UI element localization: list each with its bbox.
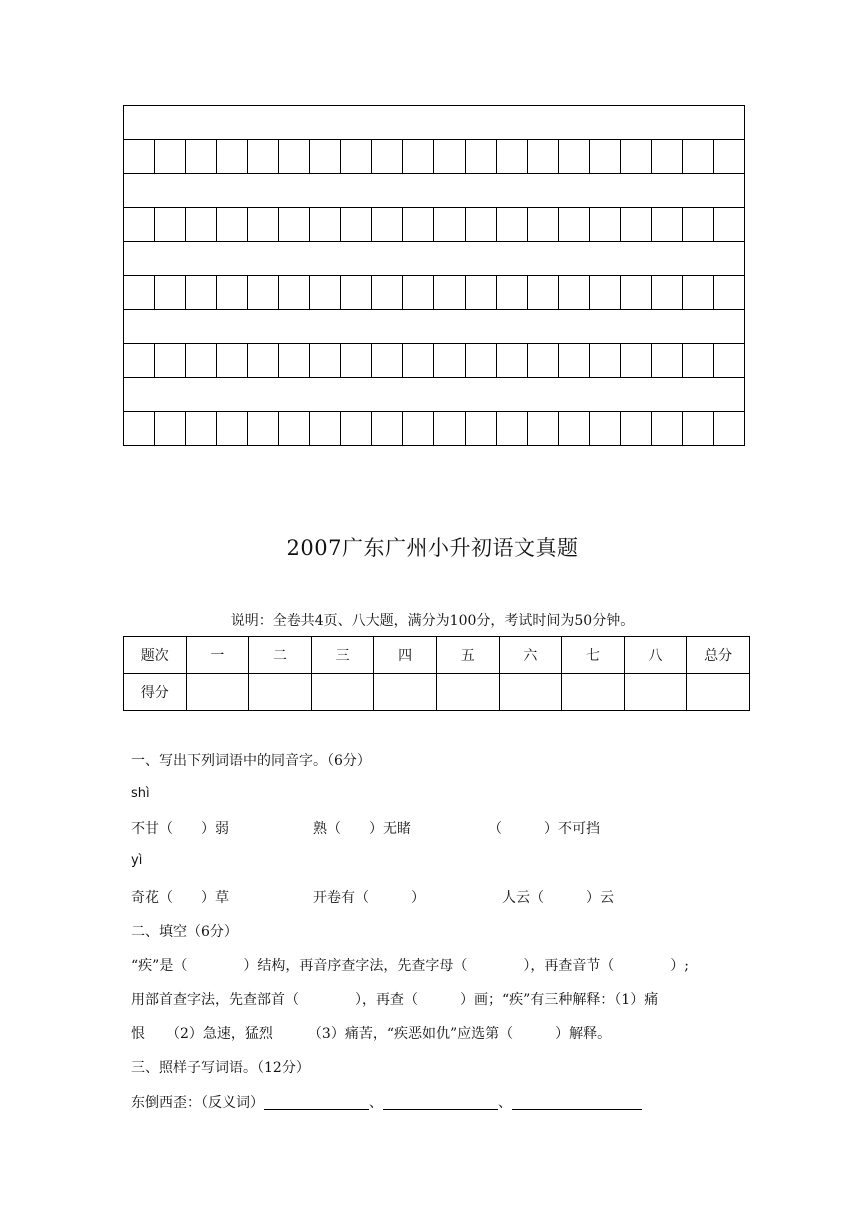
grid-cell[interactable] bbox=[248, 140, 279, 174]
score-cell[interactable] bbox=[186, 674, 249, 711]
grid-cell-row bbox=[124, 344, 745, 378]
grid-cell[interactable] bbox=[403, 344, 434, 378]
grid-cell[interactable] bbox=[558, 344, 589, 378]
grid-cell[interactable] bbox=[589, 412, 620, 446]
grid-cell[interactable] bbox=[248, 208, 279, 242]
grid-cell[interactable] bbox=[341, 412, 372, 446]
grid-cell[interactable] bbox=[465, 208, 496, 242]
grid-cell[interactable] bbox=[434, 140, 465, 174]
grid-cell[interactable] bbox=[527, 208, 558, 242]
answer-blank-1[interactable] bbox=[264, 1094, 369, 1110]
grid-blank-cell bbox=[124, 242, 745, 276]
header-cell: 题次 bbox=[124, 637, 187, 674]
q3-example-label: 东倒西歪：（反义词） bbox=[131, 1095, 264, 1111]
grid-cell[interactable] bbox=[310, 344, 341, 378]
header-cell: 三 bbox=[311, 637, 374, 674]
grid-cell[interactable] bbox=[124, 276, 155, 310]
grid-cell[interactable] bbox=[217, 344, 248, 378]
grid-blank-cell bbox=[124, 106, 745, 140]
grid-cell[interactable] bbox=[651, 412, 682, 446]
grid-cell[interactable] bbox=[682, 140, 713, 174]
grid-cell[interactable] bbox=[248, 276, 279, 310]
answer-blank-3[interactable] bbox=[512, 1094, 642, 1110]
grid-cell[interactable] bbox=[186, 140, 217, 174]
grid-cell[interactable] bbox=[589, 344, 620, 378]
score-cell[interactable] bbox=[624, 674, 687, 711]
q2-line-3: 恨 （2）急速，猛烈 （3）痛苦，“疾恶如仇”应选第（ ）解释。 bbox=[131, 1026, 612, 1042]
grid-cell[interactable] bbox=[713, 208, 744, 242]
grid-cell[interactable] bbox=[713, 276, 744, 310]
grid-blank-row bbox=[124, 174, 745, 208]
grid-cell[interactable] bbox=[403, 276, 434, 310]
grid-cell[interactable] bbox=[155, 276, 186, 310]
separator: 、 bbox=[369, 1095, 383, 1111]
grid-cell[interactable] bbox=[496, 276, 527, 310]
score-cell[interactable] bbox=[562, 674, 625, 711]
grid-cell[interactable] bbox=[620, 208, 651, 242]
grid-cell[interactable] bbox=[310, 208, 341, 242]
grid-cell[interactable] bbox=[186, 276, 217, 310]
grid-cell[interactable] bbox=[310, 276, 341, 310]
grid-cell[interactable] bbox=[186, 344, 217, 378]
grid-blank-cell bbox=[124, 310, 745, 344]
header-cell: 五 bbox=[436, 637, 499, 674]
grid-cell[interactable] bbox=[651, 344, 682, 378]
header-cell: 八 bbox=[624, 637, 687, 674]
grid-cell[interactable] bbox=[527, 276, 558, 310]
grid-cell[interactable] bbox=[155, 412, 186, 446]
grid-cell[interactable] bbox=[403, 208, 434, 242]
grid-cell[interactable] bbox=[589, 208, 620, 242]
grid-cell[interactable] bbox=[310, 412, 341, 446]
grid-cell[interactable] bbox=[155, 344, 186, 378]
grid-cell[interactable] bbox=[682, 208, 713, 242]
score-value-row bbox=[124, 674, 750, 711]
grid-cell-row bbox=[124, 140, 745, 174]
grid-cell[interactable] bbox=[279, 140, 310, 174]
q1-line-1: 不甘（ ）弱 熟（ ）无睹 （ ）不可挡 bbox=[131, 821, 600, 837]
grid-cell[interactable] bbox=[682, 276, 713, 310]
grid-cell[interactable] bbox=[465, 412, 496, 446]
grid-cell[interactable] bbox=[527, 344, 558, 378]
grid-cell[interactable] bbox=[341, 208, 372, 242]
grid-blank-cell bbox=[124, 174, 745, 208]
header-cell: 一 bbox=[186, 637, 249, 674]
grid-cell[interactable] bbox=[372, 140, 403, 174]
grid-cell[interactable] bbox=[713, 140, 744, 174]
q2-line-2: 用部首查字法，先查部首（ ），再查（ ）画；“疾”有三种解释：（1）痛 bbox=[131, 992, 659, 1008]
grid-cell[interactable] bbox=[248, 412, 279, 446]
grid-cell[interactable] bbox=[372, 412, 403, 446]
page-title: 2007广东广州小升初语文真题 bbox=[286, 536, 579, 560]
grid-cell[interactable] bbox=[713, 412, 744, 446]
grid-cell[interactable] bbox=[527, 412, 558, 446]
grid-cell[interactable] bbox=[124, 208, 155, 242]
grid-cell[interactable] bbox=[279, 208, 310, 242]
grid-cell[interactable] bbox=[279, 344, 310, 378]
grid-cell[interactable] bbox=[248, 344, 279, 378]
grid-cell[interactable] bbox=[589, 276, 620, 310]
grid-cell[interactable] bbox=[465, 140, 496, 174]
grid-cell[interactable] bbox=[217, 208, 248, 242]
grid-blank-row bbox=[124, 310, 745, 344]
q1-pinyin-yi: yì bbox=[131, 853, 143, 868]
score-cell[interactable] bbox=[311, 674, 374, 711]
score-cell[interactable] bbox=[374, 674, 437, 711]
grid-cell[interactable] bbox=[558, 412, 589, 446]
grid-cell[interactable] bbox=[372, 208, 403, 242]
q3-example bbox=[131, 1092, 642, 1112]
grid-cell[interactable] bbox=[589, 140, 620, 174]
header-cell: 二 bbox=[249, 637, 312, 674]
grid-cell[interactable] bbox=[527, 140, 558, 174]
q2-heading: 二、填空（6分） bbox=[131, 924, 238, 940]
header-cell: 六 bbox=[499, 637, 562, 674]
grid-cell-row bbox=[124, 276, 745, 310]
grid-cell[interactable] bbox=[124, 140, 155, 174]
score-cell[interactable] bbox=[436, 674, 499, 711]
grid-cell[interactable] bbox=[341, 140, 372, 174]
grid-cell[interactable] bbox=[341, 344, 372, 378]
grid-blank-row bbox=[124, 242, 745, 276]
grid-cell[interactable] bbox=[341, 276, 372, 310]
header-cell: 四 bbox=[374, 637, 437, 674]
grid-cell[interactable] bbox=[372, 276, 403, 310]
q1-pinyin-shi: shì bbox=[131, 786, 150, 801]
grid-blank-row bbox=[124, 378, 745, 412]
exam-note: 说明：全卷共4页、八大题，满分为100分，考试时间为50分钟。 bbox=[230, 613, 635, 629]
grid-cell[interactable] bbox=[620, 140, 651, 174]
grid-cell[interactable] bbox=[434, 344, 465, 378]
grid-cell[interactable] bbox=[279, 276, 310, 310]
grid-blank-row bbox=[124, 106, 745, 140]
grid-cell-row bbox=[124, 208, 745, 242]
writing-grid bbox=[123, 105, 745, 446]
header-cell: 七 bbox=[562, 637, 625, 674]
grid-cell[interactable] bbox=[124, 344, 155, 378]
grid-cell[interactable] bbox=[403, 412, 434, 446]
grid-cell[interactable] bbox=[279, 412, 310, 446]
grid-cell[interactable] bbox=[186, 208, 217, 242]
grid-cell[interactable] bbox=[217, 276, 248, 310]
grid-cell[interactable] bbox=[558, 140, 589, 174]
header-cell: 总分 bbox=[687, 637, 750, 674]
grid-cell[interactable] bbox=[434, 412, 465, 446]
q2-line-1: “疾”是（ ）结构，再音序查字法，先查字母（ ），再查音节（ ）; bbox=[131, 958, 690, 974]
grid-cell[interactable] bbox=[620, 344, 651, 378]
separator: 、 bbox=[498, 1095, 512, 1111]
grid-cell-row bbox=[124, 412, 745, 446]
grid-cell[interactable] bbox=[651, 208, 682, 242]
score-table bbox=[123, 636, 750, 711]
grid-cell[interactable] bbox=[155, 140, 186, 174]
grid-cell[interactable] bbox=[682, 412, 713, 446]
row-label: 得分 bbox=[124, 674, 187, 711]
grid-cell[interactable] bbox=[310, 140, 341, 174]
grid-cell[interactable] bbox=[465, 276, 496, 310]
grid-cell[interactable] bbox=[372, 344, 403, 378]
grid-cell[interactable] bbox=[558, 208, 589, 242]
answer-blank-2[interactable] bbox=[383, 1094, 498, 1110]
grid-cell[interactable] bbox=[651, 276, 682, 310]
grid-cell[interactable] bbox=[434, 276, 465, 310]
grid-cell[interactable] bbox=[496, 412, 527, 446]
score-cell[interactable] bbox=[499, 674, 562, 711]
grid-cell[interactable] bbox=[217, 140, 248, 174]
grid-cell[interactable] bbox=[620, 276, 651, 310]
grid-cell[interactable] bbox=[713, 344, 744, 378]
grid-cell[interactable] bbox=[558, 276, 589, 310]
grid-cell[interactable] bbox=[186, 412, 217, 446]
q3-heading: 三、照样子写词语。（12分） bbox=[131, 1060, 310, 1076]
grid-cell[interactable] bbox=[124, 412, 155, 446]
q1-line-2: 奇花（ ）草 开卷有（ ） 人云（ ）云 bbox=[131, 890, 614, 906]
grid-cell[interactable] bbox=[620, 412, 651, 446]
grid-cell[interactable] bbox=[651, 140, 682, 174]
grid-cell[interactable] bbox=[496, 208, 527, 242]
score-header-row bbox=[124, 637, 750, 674]
grid-cell[interactable] bbox=[465, 344, 496, 378]
grid-cell[interactable] bbox=[217, 412, 248, 446]
grid-cell[interactable] bbox=[155, 208, 186, 242]
grid-cell[interactable] bbox=[403, 140, 434, 174]
grid-cell[interactable] bbox=[682, 344, 713, 378]
grid-cell[interactable] bbox=[434, 208, 465, 242]
score-cell[interactable] bbox=[687, 674, 750, 711]
score-cell[interactable] bbox=[249, 674, 312, 711]
grid-blank-cell bbox=[124, 378, 745, 412]
grid-cell[interactable] bbox=[496, 140, 527, 174]
grid-cell[interactable] bbox=[496, 344, 527, 378]
q1-heading: 一、写出下列词语中的同音字。（6分） bbox=[131, 753, 371, 769]
